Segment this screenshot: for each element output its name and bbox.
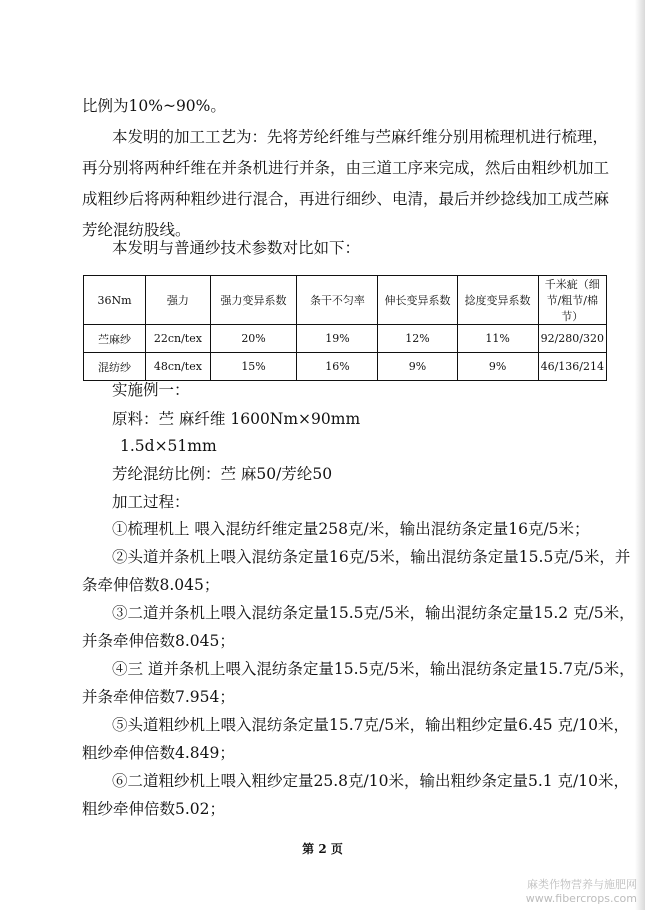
table-cell: 22cn/tex [146,325,211,353]
paragraph-ratio: 比例为10%~90%。 [82,97,226,115]
paragraph-process-line-3: 成粗纱后将两种粗纱进行混合，再进行细纱、电清，最后并纱捻线加工成苎麻 [82,190,610,208]
table-cell: 9% [457,353,538,381]
table-header-cell: 伸长变异系数 [378,276,457,325]
table-row [84,353,607,381]
paragraph-process-line-4: 芳纶混纺股线。 [82,221,191,239]
table-cell: 19% [297,325,378,353]
table-cell: 16% [297,353,378,381]
table-cell: 11% [457,325,538,353]
table-header-cell: 条干不匀率 [297,276,378,325]
step-carding: ①梳理机上 喂入混纺纤维定量258克/米，输出混纺条定量16克/5米； [112,520,590,538]
example-heading: 实施例一： [112,381,190,399]
table-cell: 20% [210,325,297,353]
table-cell: 9% [378,353,457,381]
site-watermark [526,878,637,906]
step-drawing-1-cont: 条牵伸倍数8.045； [82,576,220,594]
example-fiber-spec: 1.5d×51mm [120,437,217,455]
step-roving-1-cont: 粗纱牵伸倍数4.849； [82,744,235,762]
table-header-row [84,276,607,325]
paragraph-process-line-1: 本发明的加工工艺为：先将芳纶纤维与苎麻纤维分别用梳理机进行梳理， [112,128,609,146]
table-header-cell: 36Nm [84,276,146,325]
step-roving-2-cont: 粗纱牵伸倍数5.02； [82,800,226,818]
watermark-url: www.fibercrops.com [525,892,637,905]
table-cell: 48cn/tex [146,353,211,381]
step-roving-1: ⑤头道粗纱机上喂入混纺条定量15.7克/5米，输出粗纱定量6.45 克/10米， [112,716,629,734]
parameter-comparison-table [83,275,607,381]
step-drawing-2-cont: 并条牵伸倍数8.045； [82,632,235,650]
step-roving-2: ⑥二道粗纱机上喂入粗纱定量25.8克/10米，输出粗纱条定量5.1 克/10米， [112,772,629,790]
page-number: 第 2 页 [302,842,343,856]
step-drawing-1: ②头道并条机上喂入混纺条定量16克/5米，输出混纺条定量15.5克/5米，并 [112,548,631,566]
example-process-heading: 加工过程： [112,493,190,511]
table-header-cell: 千米疵（细节/粗节/棉节） [538,276,606,325]
table-cell: 混纺纱 [84,353,146,381]
step-drawing-2: ③二道并条机上喂入混纺条定量15.5克/5米，输出混纺条定量15.2 克/5米， [112,604,635,622]
paragraph-comparison-intro: 本发明与普通纱技术参数对比如下： [112,239,361,257]
example-raw-material: 原料：苎 麻纤维 1600Nm×90mm [112,410,361,428]
table-cell: 苎麻纱 [84,325,146,353]
table-cell: 12% [378,325,457,353]
step-drawing-3: ④三 道并条机上喂入混纺条定量15.5克/5米，输出混纺条定量15.7克/5米， [112,660,635,678]
step-drawing-3-cont: 并条牵伸倍数7.954； [82,688,235,706]
watermark-site-name: 麻类作物营养与施肥网 [527,878,637,891]
table-header-cell: 捻度变异系数 [457,276,538,325]
example-blend-ratio: 芳纶混纺比例：苎 麻50/芳纶50 [112,465,333,483]
table-header-cell: 强力 [146,276,211,325]
page-edge-shadow [635,0,645,910]
table-cell: 46/136/214 [538,353,606,381]
table-row [84,325,607,353]
paragraph-process-line-2: 再分别将两种纤维在并条机进行并条，由三道工序来完成，然后由粗纱机加工 [82,159,610,177]
table-cell: 15% [210,353,297,381]
table-header-cell: 强力变异系数 [210,276,297,325]
table-cell: 92/280/320 [538,325,606,353]
